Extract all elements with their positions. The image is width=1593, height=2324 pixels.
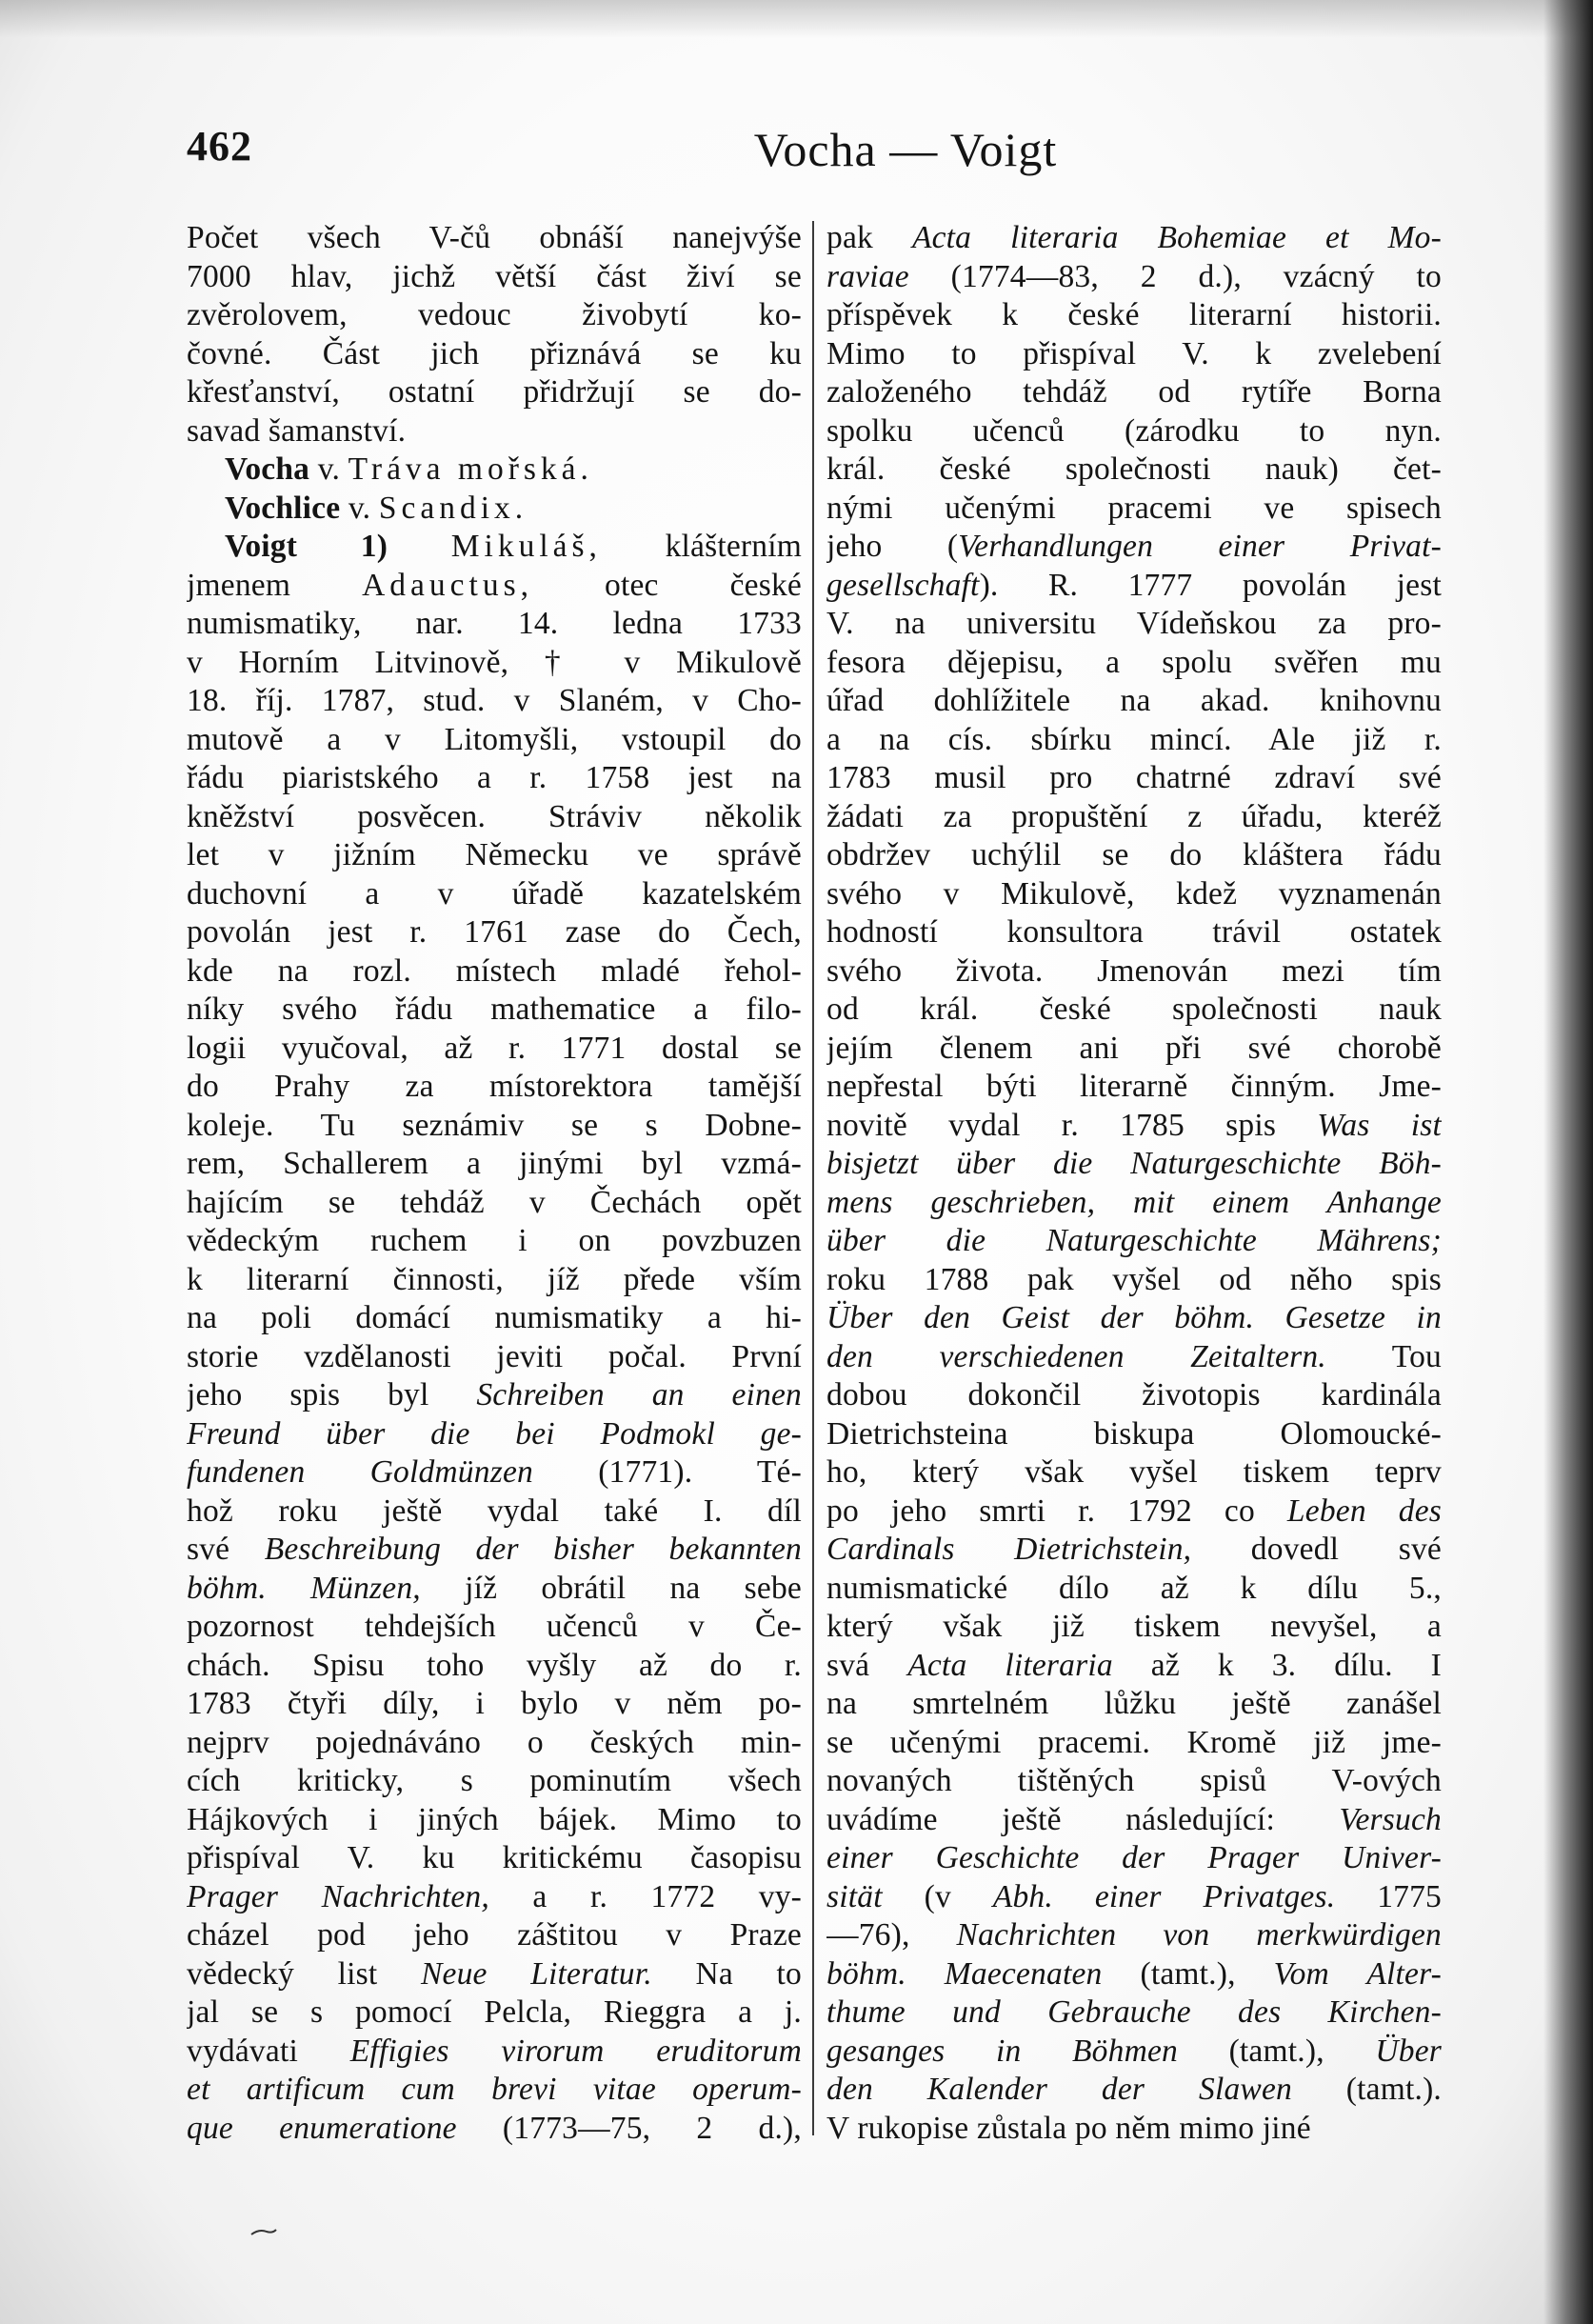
text-line [826, 1261, 1442, 1300]
text-line [826, 682, 1442, 721]
italic-title: sität [826, 1878, 883, 1914]
text-run: numismatické dílo až k dílu 5., [826, 1570, 1442, 1606]
text-line [826, 2033, 1442, 2072]
italic-title: Neue Literatur. [420, 1955, 652, 1992]
text-line [826, 451, 1442, 490]
italic-title: gesellschaft [826, 567, 980, 603]
text-line [826, 991, 1442, 1030]
text-run: (1773—75, 2 d.), [456, 2110, 802, 2146]
text-line [187, 1068, 802, 1107]
text-line [187, 412, 802, 451]
text-run: příspěvek k české literarní historii. [826, 297, 1442, 332]
text-run: který však již tiskem nevyšel, a [826, 1609, 1442, 1644]
text-line [826, 528, 1442, 567]
text-line [826, 1068, 1442, 1107]
text-line [187, 335, 802, 374]
italic-title: Versuch [1339, 1801, 1442, 1837]
text-run: k literarní činnosti, jíž přede vším [187, 1261, 802, 1297]
text-line [187, 1839, 802, 1878]
text-run: jmenem [187, 567, 363, 603]
italic-title: Verhandlungen einer Privat- [958, 529, 1442, 564]
text-line [187, 2033, 802, 2072]
text-run: savad šamanství. [187, 412, 407, 449]
text-line [187, 1685, 802, 1724]
italic-title: den Kalender der Slawen [826, 2072, 1292, 2107]
text-line [826, 644, 1442, 683]
text-run: —76), [826, 1917, 957, 1953]
italic-title: Acta literaria Bohemiae et Mo- [911, 220, 1442, 255]
text-line [187, 798, 802, 837]
text-line [826, 836, 1442, 875]
text-line [187, 1107, 802, 1146]
text-run: založeného tehdáž od rytíře Borna [826, 374, 1442, 410]
text-line [826, 952, 1442, 992]
text-line [187, 1993, 802, 2033]
text-run: V. na universitu Vídeňskou za pro- [826, 606, 1442, 641]
text-line [826, 567, 1442, 606]
text-line [826, 798, 1442, 837]
text-run: a na cís. sbírku mincí. Ale již r. [826, 721, 1442, 757]
text-line [187, 1608, 802, 1647]
text-run: Mimo to přispíval V. k zvelebení [826, 335, 1442, 371]
italic-title: einer Geschichte der Prager Univer- [826, 1840, 1442, 1875]
text-run: (1771). Té- [532, 1454, 802, 1490]
text-run: obdržev uchýlil se do kláštera řádu [826, 837, 1442, 872]
text-run: vědecký list [187, 1955, 421, 1992]
text-run: vědeckým ruchem i on povzbuzen [187, 1223, 802, 1258]
text-line [187, 644, 802, 683]
page-binding-shadow [1543, 0, 1593, 2324]
italic-title: Prager Nachrichten, [187, 1878, 489, 1914]
page-top-shadow [0, 0, 1593, 38]
italic-title: raviae [826, 258, 909, 294]
italic-title: böhm. Münzen, [187, 1570, 421, 1606]
text-run: Počet všech V-čů obnáší nanejvýše [187, 220, 802, 255]
text-run: v. [340, 490, 379, 526]
text-line [187, 1955, 802, 1994]
italic-title: den verschiedenen Zeitaltern. [826, 1338, 1326, 1374]
text-run: Na to [651, 1955, 802, 1992]
italic-title: Über den Geist der böhm. Gesetze in [826, 1300, 1442, 1335]
text-line [826, 1685, 1442, 1724]
italic-title: Vom Alter- [1273, 1955, 1442, 1992]
spaced-name: Tráva mořská. [348, 451, 593, 487]
text-line [826, 1993, 1442, 2033]
italic-title: fundenen Goldmünzen [187, 1454, 533, 1490]
text-run: fesora dějepisu, a spolu svěřen mu [826, 644, 1442, 680]
italic-title: Acta literaria [907, 1647, 1113, 1683]
text-run: zvěrolovem, vedouc živobytí ko- [187, 297, 802, 332]
italic-title: bisjetzt über die Naturgeschichte Böh- [826, 1146, 1442, 1181]
text-line [187, 1338, 802, 1377]
text-run: jíž obrátil na sebe [420, 1570, 802, 1606]
text-line [187, 1222, 802, 1261]
text-run: logii vyučoval, až r. 1771 dostal se [187, 1030, 802, 1066]
text-run: (tamt.), [1102, 1955, 1274, 1992]
text-line [187, 1453, 802, 1493]
text-line [826, 490, 1442, 529]
text-run: nepřestal býti literarně činným. Jme- [826, 1069, 1442, 1104]
italic-title: Effigies virorum eruditorum [349, 2033, 802, 2069]
text-line [826, 1878, 1442, 1917]
spaced-name: Adauctus, [362, 567, 534, 603]
text-line [826, 1453, 1442, 1493]
entry-headword: Vochlice [225, 490, 341, 526]
text-run: nými učenými pracemi ve spisech [826, 490, 1442, 526]
text-run: novaných tištěných spisů V-ových [826, 1763, 1442, 1798]
text-line [826, 875, 1442, 914]
text-line [187, 1261, 802, 1300]
text-run: hož roku ještě vydal také I. díl [187, 1493, 802, 1529]
text-run: od král. české společnosti nauk [826, 992, 1442, 1027]
text-line [826, 1338, 1442, 1377]
text-line [826, 1299, 1442, 1338]
text-run: jeho ( [826, 529, 959, 564]
text-line [826, 1493, 1442, 1532]
text-run: povolán jest r. 1761 zase do Čech, [187, 914, 802, 950]
text-run: ho, který však vyšel tiskem teprv [826, 1454, 1442, 1490]
italic-title: Schreiben an einen [476, 1377, 802, 1412]
text-line [826, 1608, 1442, 1647]
text-line [187, 875, 802, 914]
text-line [826, 721, 1442, 760]
text-run: v. [309, 451, 348, 487]
text-run: vydávati [187, 2033, 350, 2069]
text-line [826, 1107, 1442, 1146]
text-line [187, 721, 802, 760]
text-run: na smrtelném lůžku ještě zanášel [826, 1686, 1442, 1721]
text-run: 1775 [1335, 1878, 1442, 1914]
text-line [187, 1376, 802, 1415]
text-run: spolku učenců (zárodku to nyn. [826, 412, 1442, 449]
italic-title: Nachrichten von merkwürdigen [956, 1917, 1442, 1953]
text-run: dobou dokončil životopis kardinála [826, 1377, 1442, 1412]
text-run: (tamt.). [1291, 2072, 1442, 2107]
text-line [187, 836, 802, 875]
text-run: novitě vydal r. 1785 spis [826, 1107, 1318, 1143]
text-run: cích kriticky, s pominutím všech [187, 1763, 802, 1798]
italic-title: Was ist [1317, 1107, 1442, 1143]
text-run: 1783 musil pro chatrné zdraví své [826, 760, 1442, 795]
text-run: 18. říj. 1787, stud. v Slaném, v Cho- [187, 683, 802, 718]
text-line [826, 412, 1442, 451]
text-line [187, 759, 802, 798]
text-run: pak [826, 220, 912, 255]
italic-title: über die Naturgeschichte Mährens; [826, 1223, 1442, 1258]
column-divider [812, 221, 814, 2135]
text-run: čovné. Část jich přiznává se ku [187, 335, 802, 371]
text-run: jeho spis byl [187, 1377, 477, 1412]
text-run: pozornost tehdejších učenců v Če- [187, 1609, 802, 1644]
spaced-name: Scandix. [378, 490, 528, 526]
text-line [826, 1762, 1442, 1801]
text-run: Dietrichsteina biskupa Olomoucké- [826, 1415, 1442, 1452]
text-run: kněžství posvěcen. Stráviv několik [187, 798, 802, 834]
text-line [826, 1030, 1442, 1069]
text-line [187, 1030, 802, 1069]
text-line [826, 296, 1442, 335]
text-line [826, 373, 1442, 412]
text-run: Hájkových i jiných bájek. Mimo to [187, 1801, 802, 1837]
text-line [187, 605, 802, 644]
text-line [826, 335, 1442, 374]
text-line [826, 1145, 1442, 1184]
text-line [187, 219, 802, 258]
text-line [187, 567, 802, 606]
italic-title: thume und Gebrauche des Kirchen- [826, 1994, 1442, 2030]
text-run: svá [826, 1647, 908, 1683]
text-run: V rukopise zůstala po něm mimo jiné [826, 2110, 1311, 2146]
italic-title: que enumeratione [187, 2110, 457, 2146]
text-run: 7000 hlav, jichž větší část živí se [187, 258, 802, 294]
text-line [826, 1955, 1442, 1994]
text-run: koleje. Tu seznámiv se s Dobne- [187, 1107, 802, 1143]
spaced-name: Mikuláš, [450, 529, 602, 564]
text-line [187, 682, 802, 721]
text-line [187, 1570, 802, 1609]
text-run [388, 529, 451, 564]
text-run: přispíval V. ku kritickému časopisu [187, 1840, 802, 1875]
italic-title: Leben des [1286, 1493, 1442, 1529]
text-run: (v [882, 1878, 993, 1914]
text-run: storie vzdělanosti jeviti počal. První [187, 1338, 802, 1374]
italic-title: Beschreibung der bisher bekannten [264, 1532, 802, 1567]
text-line [187, 1878, 802, 1917]
text-run: (1774—83, 2 d.), vzácný to [908, 258, 1442, 294]
text-run: klášterním [601, 529, 802, 564]
italic-title: mens geschrieben, mit einem Anhange [826, 1184, 1442, 1220]
text-line [826, 2110, 1442, 2149]
italic-title: Über [1375, 2033, 1442, 2069]
text-line [187, 490, 802, 529]
text-run: roku 1788 pak vyšel od něho spis [826, 1261, 1442, 1297]
text-line [826, 1647, 1442, 1686]
text-run: chách. Spisu toho vyšly až do r. [187, 1647, 802, 1683]
italic-title: gesanges in Böhmen [826, 2033, 1178, 2069]
text-line [826, 913, 1442, 952]
text-line [826, 1376, 1442, 1415]
italic-title: Freund über die bei Podmokl ge- [187, 1415, 802, 1452]
text-run: níky svého řádu mathematice a filo- [187, 992, 802, 1027]
entry-headword: Vocha [225, 451, 310, 487]
text-line [187, 991, 802, 1030]
text-line [187, 2110, 802, 2149]
italic-title: Abh. einer Privatges. [992, 1878, 1336, 1914]
text-line [187, 913, 802, 952]
text-line [187, 1916, 802, 1955]
italic-title: böhm. Maecenaten [826, 1955, 1103, 1992]
text-line [826, 2071, 1442, 2110]
text-run: cházel pod jeho záštitou v Praze [187, 1917, 802, 1953]
text-run: král. české společnosti nauk) čet- [826, 451, 1442, 487]
text-line [187, 1724, 802, 1763]
text-run: v Horním Litvinově, † v Mikulově [187, 644, 802, 680]
text-line [187, 1801, 802, 1840]
text-line [187, 296, 802, 335]
text-run: mutově a v Litomyšli, vstoupil do [187, 721, 802, 757]
text-line [826, 1570, 1442, 1609]
text-line [826, 1531, 1442, 1570]
text-run: žádati za propuštění z úřadu, kteréž [826, 798, 1442, 834]
text-run: se učenými pracemi. Kromě již jme- [826, 1724, 1442, 1760]
text-line [187, 373, 802, 412]
text-run: rem, Schallerem a jinými byl vzmá- [187, 1146, 802, 1181]
text-run: hodností konsultora trávil ostatek [826, 914, 1442, 950]
text-run: duchovní a v úřadě kazatelském [187, 875, 802, 912]
text-run: jejím členem ani při své chorobě [826, 1030, 1442, 1066]
text-run: otec české [533, 567, 802, 603]
text-line [187, 1184, 802, 1223]
text-line [826, 258, 1442, 297]
text-line [826, 1415, 1442, 1454]
running-head: Vocha — Voigt [753, 123, 1058, 176]
text-run: hajícím se tehdáž v Čechách opět [187, 1184, 802, 1220]
text-line [187, 1493, 802, 1532]
text-line [826, 1916, 1442, 1955]
text-run: Tou [1325, 1338, 1442, 1374]
ink-mark [249, 2227, 278, 2236]
text-line [826, 1724, 1442, 1763]
text-line [187, 1531, 802, 1570]
text-run: úřad dohlížitele na akad. knihovnu [826, 683, 1442, 718]
entry-headword: Voigt 1) [225, 529, 388, 564]
text-line [187, 1762, 802, 1801]
italic-title: Cardinals Dietrichstein, [826, 1532, 1192, 1567]
text-run: let v jižním Německu ve správě [187, 837, 802, 872]
text-run: křesťanství, ostatní přidržují se do- [187, 374, 802, 410]
text-line [187, 258, 802, 297]
text-run: svého v Mikulově, kdež vyznamenán [826, 875, 1442, 912]
text-run: své [187, 1532, 265, 1567]
text-run: numismatiky, nar. 14. ledna 1733 [187, 606, 802, 641]
page-number: 462 [187, 123, 252, 170]
text-run: svého života. Jmenován mezi tím [826, 952, 1442, 989]
left-column [187, 219, 802, 2148]
text-line [187, 528, 802, 567]
text-run: dovedl své [1191, 1532, 1442, 1567]
text-run: jal se s pomocí Pelcla, Rieggra a j. [187, 1994, 802, 2030]
text-run: kde na rozl. místech mladé řehol- [187, 952, 802, 989]
text-run: po jeho smrti r. 1792 co [826, 1493, 1287, 1529]
text-line [187, 952, 802, 992]
italic-title: et artificum cum brevi vitae operum- [187, 2072, 802, 2107]
text-line [826, 1839, 1442, 1878]
text-run: na poli domácí numismatiky a hi- [187, 1300, 802, 1335]
right-column [826, 219, 1442, 2148]
text-line [826, 1184, 1442, 1223]
text-line [187, 1647, 802, 1686]
text-run: až k 3. dílu. I [1112, 1647, 1442, 1683]
text-run: uvádíme ještě následující: [826, 1801, 1340, 1837]
text-line [826, 219, 1442, 258]
text-run: 1783 čtyři díly, i bylo v něm po- [187, 1686, 802, 1721]
text-line [826, 1222, 1442, 1261]
text-line [187, 1299, 802, 1338]
text-run: do Prahy za místorektora tamější [187, 1069, 802, 1104]
text-line [826, 605, 1442, 644]
text-run: a r. 1772 vy- [488, 1878, 802, 1914]
text-line [187, 1415, 802, 1454]
page-header [187, 122, 1463, 179]
text-run: ). R. 1777 povolán jest [979, 567, 1442, 603]
text-line [187, 451, 802, 490]
text-line [826, 1801, 1442, 1840]
text-line [187, 1145, 802, 1184]
text-run: (tamt.), [1178, 2033, 1376, 2069]
text-line [826, 759, 1442, 798]
text-run: nejprv pojednáváno o českých min- [187, 1724, 802, 1760]
text-run: řádu piaristského a r. 1758 jest na [187, 760, 802, 795]
text-line [187, 2071, 802, 2110]
